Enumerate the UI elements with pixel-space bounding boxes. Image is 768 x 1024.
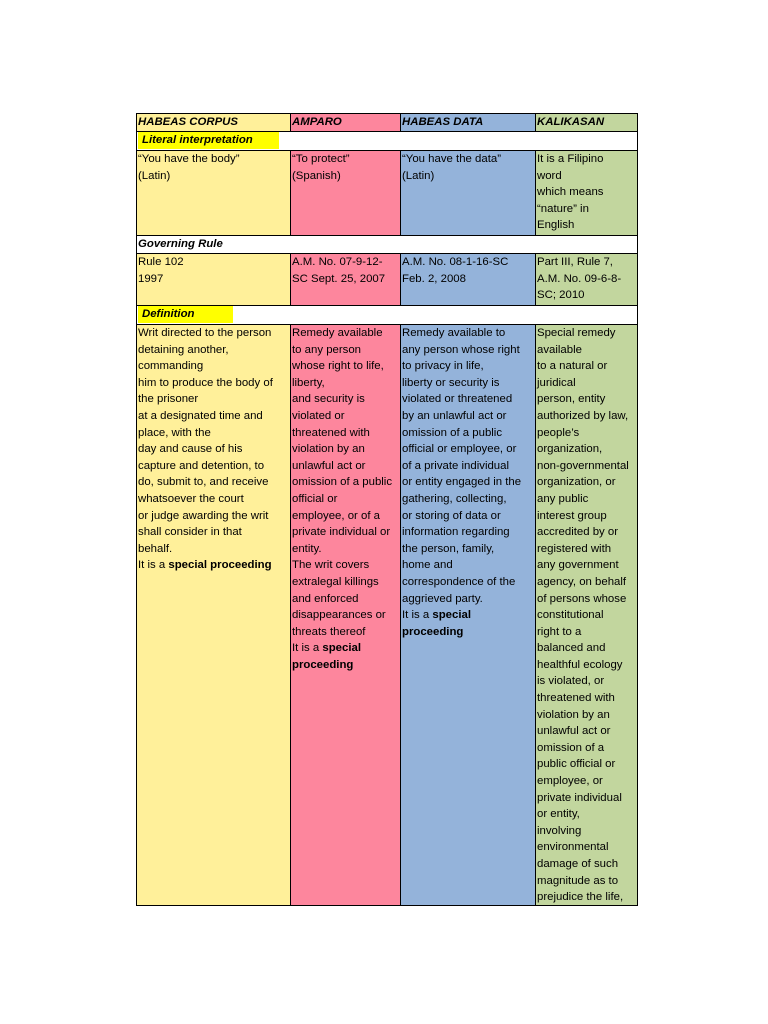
text-line: constitutional — [537, 609, 604, 622]
definition-label-cell — [137, 306, 637, 324]
text-line: private individual — [537, 791, 622, 804]
text-line: prejudice the life, — [537, 891, 624, 904]
text-line: organization, or — [537, 476, 616, 489]
text-line: A.M. No. 07-9-12- — [292, 256, 383, 268]
literal-amparo — [290, 151, 400, 235]
text-line: violated or threatened — [402, 393, 513, 406]
text-line: damage of such — [537, 858, 619, 870]
literal-habeas-corpus — [137, 151, 290, 235]
text-line: “To protect” — [292, 153, 350, 165]
text-line: shall consider in that — [138, 526, 242, 539]
text-line: threats thereof — [292, 625, 366, 638]
definition-row — [137, 324, 637, 905]
text-line: any public — [537, 492, 589, 505]
comparison-table — [136, 113, 638, 906]
definition-kalikasan — [535, 325, 637, 905]
text-line: Rule 102 — [138, 256, 184, 268]
text-line: SC; 2010 — [537, 289, 585, 302]
text-line: place, with the — [138, 426, 211, 439]
text-line: threatened with — [537, 692, 615, 705]
text-line: Part III, Rule 7, — [537, 256, 613, 268]
header-amparo: AMPARO — [290, 114, 400, 131]
governing-habeas-data — [400, 254, 535, 305]
text-line: commanding — [138, 360, 204, 373]
governing-kalikasan — [535, 254, 637, 305]
text-line: person, entity — [537, 393, 606, 406]
text-line: detaining another, — [138, 343, 229, 356]
definition-habeas-data-text — [402, 325, 534, 607]
text-line: of persons whose — [537, 592, 627, 605]
text-line: word — [537, 169, 562, 182]
text-line: whatsoever the court — [138, 492, 244, 505]
text-line: juridical — [537, 376, 576, 389]
governing-label: Governing Rule — [137, 236, 637, 253]
governing-row — [137, 253, 637, 305]
text-line: him to produce the body of — [138, 376, 273, 389]
text-line: non-governmental — [537, 459, 629, 472]
definition-amparo-tail — [292, 640, 399, 657]
header-kalikasan: KALIKASAN — [535, 114, 637, 131]
text-line: The writ covers — [292, 559, 370, 572]
text-line: omission of a — [537, 741, 605, 754]
text-line: It is a Filipino — [537, 153, 604, 165]
definition-amparo-tail-2: proceeding — [292, 658, 354, 671]
text-line: “You have the data” — [402, 153, 502, 165]
definition-habeas-corpus — [137, 325, 290, 905]
text-line: 1997 — [138, 272, 164, 285]
definition-amparo — [290, 325, 400, 905]
text-line: accredited by or — [537, 526, 619, 539]
text-line: private individual or — [292, 526, 391, 539]
text-line: violation by an — [537, 708, 610, 721]
text-line: healthful ecology — [537, 658, 623, 671]
text-line: unlawful act or — [537, 725, 611, 738]
text-line: by an unlawful act or — [402, 409, 507, 422]
text-line: Remedy available to — [402, 327, 506, 339]
text-line: Feb. 2, 2008 — [402, 272, 466, 285]
governing-amparo — [290, 254, 400, 305]
text-line: Special remedy — [537, 327, 616, 339]
definition-habeas-corpus-text — [138, 325, 289, 557]
text-line: A.M. No. 08-1-16-SC — [402, 256, 509, 268]
tail-prefix: It is a — [138, 559, 169, 572]
text-line: or entity, — [537, 808, 580, 821]
definition-amparo-text — [292, 325, 399, 640]
text-line: information regarding — [402, 526, 510, 539]
text-line: environmental — [537, 841, 609, 854]
text-line: aggrieved party. — [402, 592, 483, 605]
text-line: employee, or — [537, 775, 603, 788]
text-line: registered with — [537, 542, 612, 555]
governing-label-row — [137, 235, 637, 253]
text-line: threatened with — [292, 426, 370, 439]
text-line: day and cause of his — [138, 443, 243, 456]
literal-row — [137, 150, 637, 235]
text-line: to privacy in life, — [402, 360, 484, 373]
text-line: at a designated time and — [138, 409, 263, 422]
text-line: the person, family, — [402, 542, 495, 555]
text-line: and enforced — [292, 592, 359, 605]
text-line: authorized by law, — [537, 409, 629, 422]
text-line: correspondence of the — [402, 575, 516, 588]
text-line: people’s — [537, 426, 580, 439]
text-line: available — [537, 343, 582, 356]
text-line: official or employee, or — [402, 443, 517, 456]
text-line: Writ directed to the person — [138, 327, 272, 339]
text-line: organization, — [537, 443, 603, 456]
text-line: official or — [292, 492, 338, 505]
text-line: violated or — [292, 409, 345, 422]
definition-label: Definition — [138, 306, 233, 323]
text-line: A.M. No. 09-6-8- — [537, 272, 622, 285]
governing-habeas-corpus — [137, 254, 290, 305]
definition-habeas-data-tail-2: proceeding — [402, 625, 464, 638]
tail-prefix: It is a — [292, 642, 323, 655]
text-line: “You have the body” — [138, 153, 240, 165]
text-line: disappearances or — [292, 609, 386, 622]
text-line: and security is — [292, 393, 365, 406]
text-line: or entity engaged in the — [402, 476, 522, 489]
text-line: violation by an — [292, 443, 365, 456]
literal-label: Literal interpretation — [138, 132, 279, 149]
text-line: liberty, — [292, 376, 325, 389]
text-line: behalf. — [138, 542, 173, 555]
text-line: “nature” in — [537, 202, 589, 215]
literal-kalikasan — [535, 151, 637, 235]
text-line: right to a — [537, 625, 582, 638]
text-line: capture and detention, to — [138, 459, 265, 472]
definition-habeas-data-tail — [402, 607, 534, 624]
text-line: whose right to life, — [292, 360, 384, 373]
text-line: or judge awarding the writ — [138, 509, 269, 522]
text-line: the prisoner — [138, 393, 199, 406]
text-line: home and — [402, 559, 453, 572]
text-line: extralegal killings — [292, 575, 379, 588]
definition-label-row — [137, 305, 637, 324]
text-line: English — [537, 219, 575, 232]
definition-habeas-corpus-tail — [138, 557, 289, 574]
text-line: to a natural or — [537, 360, 608, 373]
text-line: of a private individual — [402, 459, 510, 472]
text-line: agency, on behalf — [537, 575, 627, 588]
text-line: Remedy available — [292, 327, 383, 339]
text-line: to any person — [292, 343, 362, 356]
text-line: (Latin) — [138, 169, 171, 182]
definition-habeas-data — [400, 325, 535, 905]
literal-label-cell — [137, 132, 637, 150]
text-line: magnitude as to — [537, 874, 619, 887]
tail-bold: special — [432, 609, 472, 622]
tail-bold: special proceeding — [168, 559, 272, 572]
text-line: entity. — [292, 542, 322, 555]
header-habeas-corpus: HABEAS CORPUS — [137, 114, 290, 131]
header-habeas-data: HABEAS DATA — [400, 114, 535, 131]
text-line: interest group — [537, 509, 607, 522]
text-line: omission of a public — [292, 476, 393, 489]
tail-bold: special — [322, 642, 362, 655]
text-line: employee, or of a — [292, 509, 381, 522]
literal-habeas-data — [400, 151, 535, 235]
text-line: any person whose right — [402, 343, 520, 356]
tail-prefix: It is a — [402, 609, 433, 622]
text-line: (Spanish) — [292, 169, 341, 182]
text-line: which means — [537, 186, 604, 199]
text-line: balanced and — [537, 642, 606, 655]
text-line: unlawful act or — [292, 459, 366, 472]
text-line: (Latin) — [402, 169, 435, 182]
text-line: or storing of data or — [402, 509, 501, 522]
header-row — [137, 113, 637, 131]
text-line: gathering, collecting, — [402, 492, 507, 505]
text-line: any government — [537, 559, 619, 572]
text-line: omission of a public — [402, 426, 503, 439]
text-line: do, submit to, and receive — [138, 476, 269, 489]
text-line: liberty or security is — [402, 376, 500, 389]
text-line: is violated, or — [537, 675, 605, 688]
text-line: involving — [537, 824, 582, 837]
text-line: public official or — [537, 758, 616, 771]
literal-label-row — [137, 131, 637, 150]
text-line: SC Sept. 25, 2007 — [292, 272, 386, 285]
